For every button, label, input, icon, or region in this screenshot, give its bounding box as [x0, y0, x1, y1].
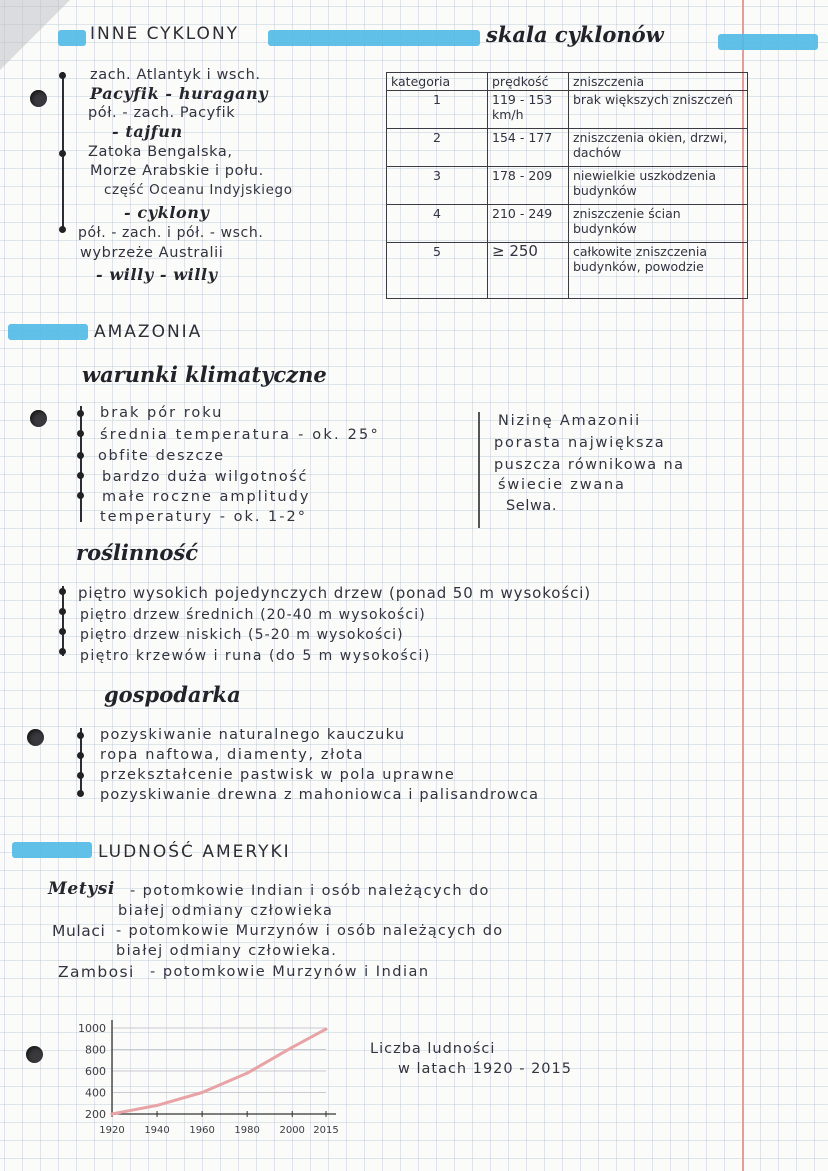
cyclone-line: - willy - willy — [96, 265, 218, 284]
economy-item: pozyskiwanie naturalnego kauczuku — [100, 727, 406, 743]
y-tick-label: 200 — [85, 1108, 106, 1121]
scale-title: skala cyklonów — [486, 22, 664, 47]
bullet-dot — [59, 72, 66, 79]
damage-cell: niewielkie uszkodzenia budynków — [569, 167, 748, 205]
highlight-bar — [8, 324, 88, 340]
highlight-bar — [718, 34, 818, 50]
header-cell: zniszczenia — [569, 73, 748, 91]
binder-hole — [27, 729, 44, 746]
x-tick-label: 1960 — [189, 1125, 215, 1136]
bullet-dot — [77, 452, 84, 459]
vegetation-item: piętro krzewów i runa (do 5 m wysokości) — [80, 648, 431, 664]
climate-item: brak pór roku — [100, 405, 224, 421]
damage-cell: zniszczenia okien, drzwi, dachów — [569, 129, 748, 167]
bullet-dot — [77, 732, 84, 739]
bullet-dot — [59, 628, 66, 635]
table-header-row — [387, 73, 748, 91]
cyclone-line: Pacyfik - huragany — [90, 84, 269, 103]
bullet-dot — [77, 772, 84, 779]
damage-cell: zniszczenie ścian budynków — [569, 205, 748, 243]
section-title-population: LUDNOŚĆ AMERYKI — [98, 842, 291, 862]
economy-title: gospodarka — [104, 682, 241, 707]
bullet-dot — [59, 226, 66, 233]
cyclone-line: zach. Atlantyk i wsch. — [90, 67, 261, 83]
population-def: - potomkowie Murzynów i osób należących do — [116, 923, 504, 939]
amazonia-note: Selwa. — [506, 498, 558, 514]
category-cell: 3 — [387, 167, 488, 205]
cyclone-line: pół. - zach. Pacyfik — [88, 105, 236, 121]
amazonia-note: Nizinę Amazonii — [498, 413, 641, 429]
bullet-dot — [77, 790, 84, 797]
bullet-line — [62, 586, 64, 656]
cyclone-line: część Oceanu Indyjskiego — [104, 182, 293, 198]
vegetation-item: piętro wysokich pojedynczych drzew (ponad 50 m wysokości) — [78, 584, 592, 602]
bullet-dot — [59, 150, 66, 157]
table-row — [387, 205, 748, 243]
vegetation-item: piętro drzew średnich (20-40 m wysokości) — [80, 607, 426, 623]
climate-item: obfite deszcze — [98, 448, 225, 464]
category-cell: 1 — [387, 91, 488, 129]
cyclone-line: wybrzeże Australii — [80, 245, 224, 261]
population-def: - potomkowie Indian i osób należących do — [130, 883, 490, 899]
table-row — [387, 129, 748, 167]
population-def-cont: białej odmiany człowieka — [118, 903, 334, 919]
bullet-dot — [77, 472, 84, 479]
population-def: - potomkowie Murzynów i Indian — [150, 964, 430, 980]
speed-cell: ≥ 250 — [488, 243, 569, 299]
population-chart — [56, 1010, 356, 1146]
vegetation-item: piętro drzew niskich (5-20 m wysokości) — [80, 627, 404, 643]
section-title-cyclones: INNE CYKLONY — [90, 24, 240, 44]
cyclone-line: - tajfun — [112, 122, 183, 141]
y-tick-label: 1000 — [78, 1022, 106, 1035]
x-tick-label: 1940 — [144, 1125, 170, 1136]
category-cell: 2 — [387, 129, 488, 167]
climate-item: małe roczne amplitudy — [102, 489, 311, 505]
data-point — [291, 1046, 294, 1049]
bullet-dot — [77, 492, 84, 499]
binder-hole — [30, 90, 47, 107]
y-tick-label: 600 — [85, 1065, 106, 1078]
section-title-amazonia: AMAZONIA — [94, 322, 203, 342]
speed-cell: 210 - 249 — [488, 205, 569, 243]
speed-cell: 178 - 209 — [488, 167, 569, 205]
header-cell: kategoria — [387, 73, 488, 91]
binder-hole — [26, 1046, 43, 1063]
x-tick-label: 2000 — [279, 1125, 305, 1136]
amazonia-note: porasta największa — [494, 435, 666, 451]
bullet-dot — [77, 752, 84, 759]
y-tick-label: 400 — [85, 1086, 106, 1100]
x-tick-label: 1920 — [99, 1125, 125, 1136]
damage-cell: brak większych zniszczeń — [569, 91, 748, 129]
data-point — [156, 1104, 159, 1107]
cyclone-line: Zatoka Bengalska, — [88, 144, 233, 160]
economy-item: pozyskiwanie drewna z mahoniowca i palisandrowca — [100, 787, 540, 803]
chart-caption: w latach 1920 - 2015 — [398, 1061, 572, 1077]
climate-title: warunki klimatyczne — [82, 362, 327, 387]
population-term: Zambosi — [58, 963, 135, 981]
vegetation-title: roślinność — [76, 540, 199, 565]
cyclone-line: - cyklony — [124, 203, 210, 222]
cyclone-line: Morze Arabskie i połu. — [90, 163, 264, 179]
category-cell: 4 — [387, 205, 488, 243]
header-cell: prędkość — [488, 73, 569, 91]
category-cell: 5 — [387, 243, 488, 299]
highlight-bar — [12, 842, 92, 858]
damage-cell: całkowite zniszczenia budynków, powodzie — [569, 243, 748, 299]
climate-item: średnia temperatura - ok. 25° — [100, 427, 380, 443]
table-row — [387, 243, 748, 299]
speed-cell: 119 - 153 km/h — [488, 91, 569, 129]
highlight-bar — [268, 30, 480, 46]
x-tick-label: 1980 — [234, 1125, 260, 1136]
bullet-line — [80, 406, 82, 522]
cyclone-line: pół. - zach. i pół. - wsch. — [78, 225, 264, 241]
data-point — [246, 1072, 249, 1075]
bullet-dot — [77, 430, 84, 437]
economy-item: przekształcenie pastwisk w pola uprawne — [100, 767, 456, 783]
bullet-dot — [77, 410, 84, 417]
bullet-dot — [59, 588, 66, 595]
y-tick-label: 800 — [85, 1043, 106, 1057]
cyclone-scale-table — [386, 72, 748, 299]
data-point — [325, 1028, 328, 1031]
series-line — [112, 1029, 326, 1114]
binder-hole — [30, 410, 47, 427]
climate-item: temperatury - ok. 1-2° — [100, 509, 307, 525]
chart-caption: Liczba ludności — [370, 1041, 496, 1057]
bullet-dot — [59, 648, 66, 655]
amazonia-note: puszcza równikowa na — [494, 457, 685, 473]
data-point — [111, 1113, 114, 1116]
amazonia-note: świecie zwana — [498, 477, 626, 493]
column-divider — [478, 412, 480, 528]
speed-cell: 154 - 177 — [488, 129, 569, 167]
economy-item: ropa naftowa, diamenty, złota — [100, 747, 365, 763]
climate-item: bardzo duża wilgotność — [102, 469, 309, 485]
table-row — [387, 167, 748, 205]
population-term: Mulaci — [52, 922, 106, 940]
x-tick-label: 2015 — [313, 1125, 339, 1136]
highlight-bar — [58, 30, 86, 46]
population-def-cont: białej odmiany człowieka. — [116, 943, 338, 959]
population-term: Metysi — [48, 879, 115, 899]
data-point — [201, 1091, 204, 1094]
bullet-dot — [59, 608, 66, 615]
table-row — [387, 91, 748, 129]
